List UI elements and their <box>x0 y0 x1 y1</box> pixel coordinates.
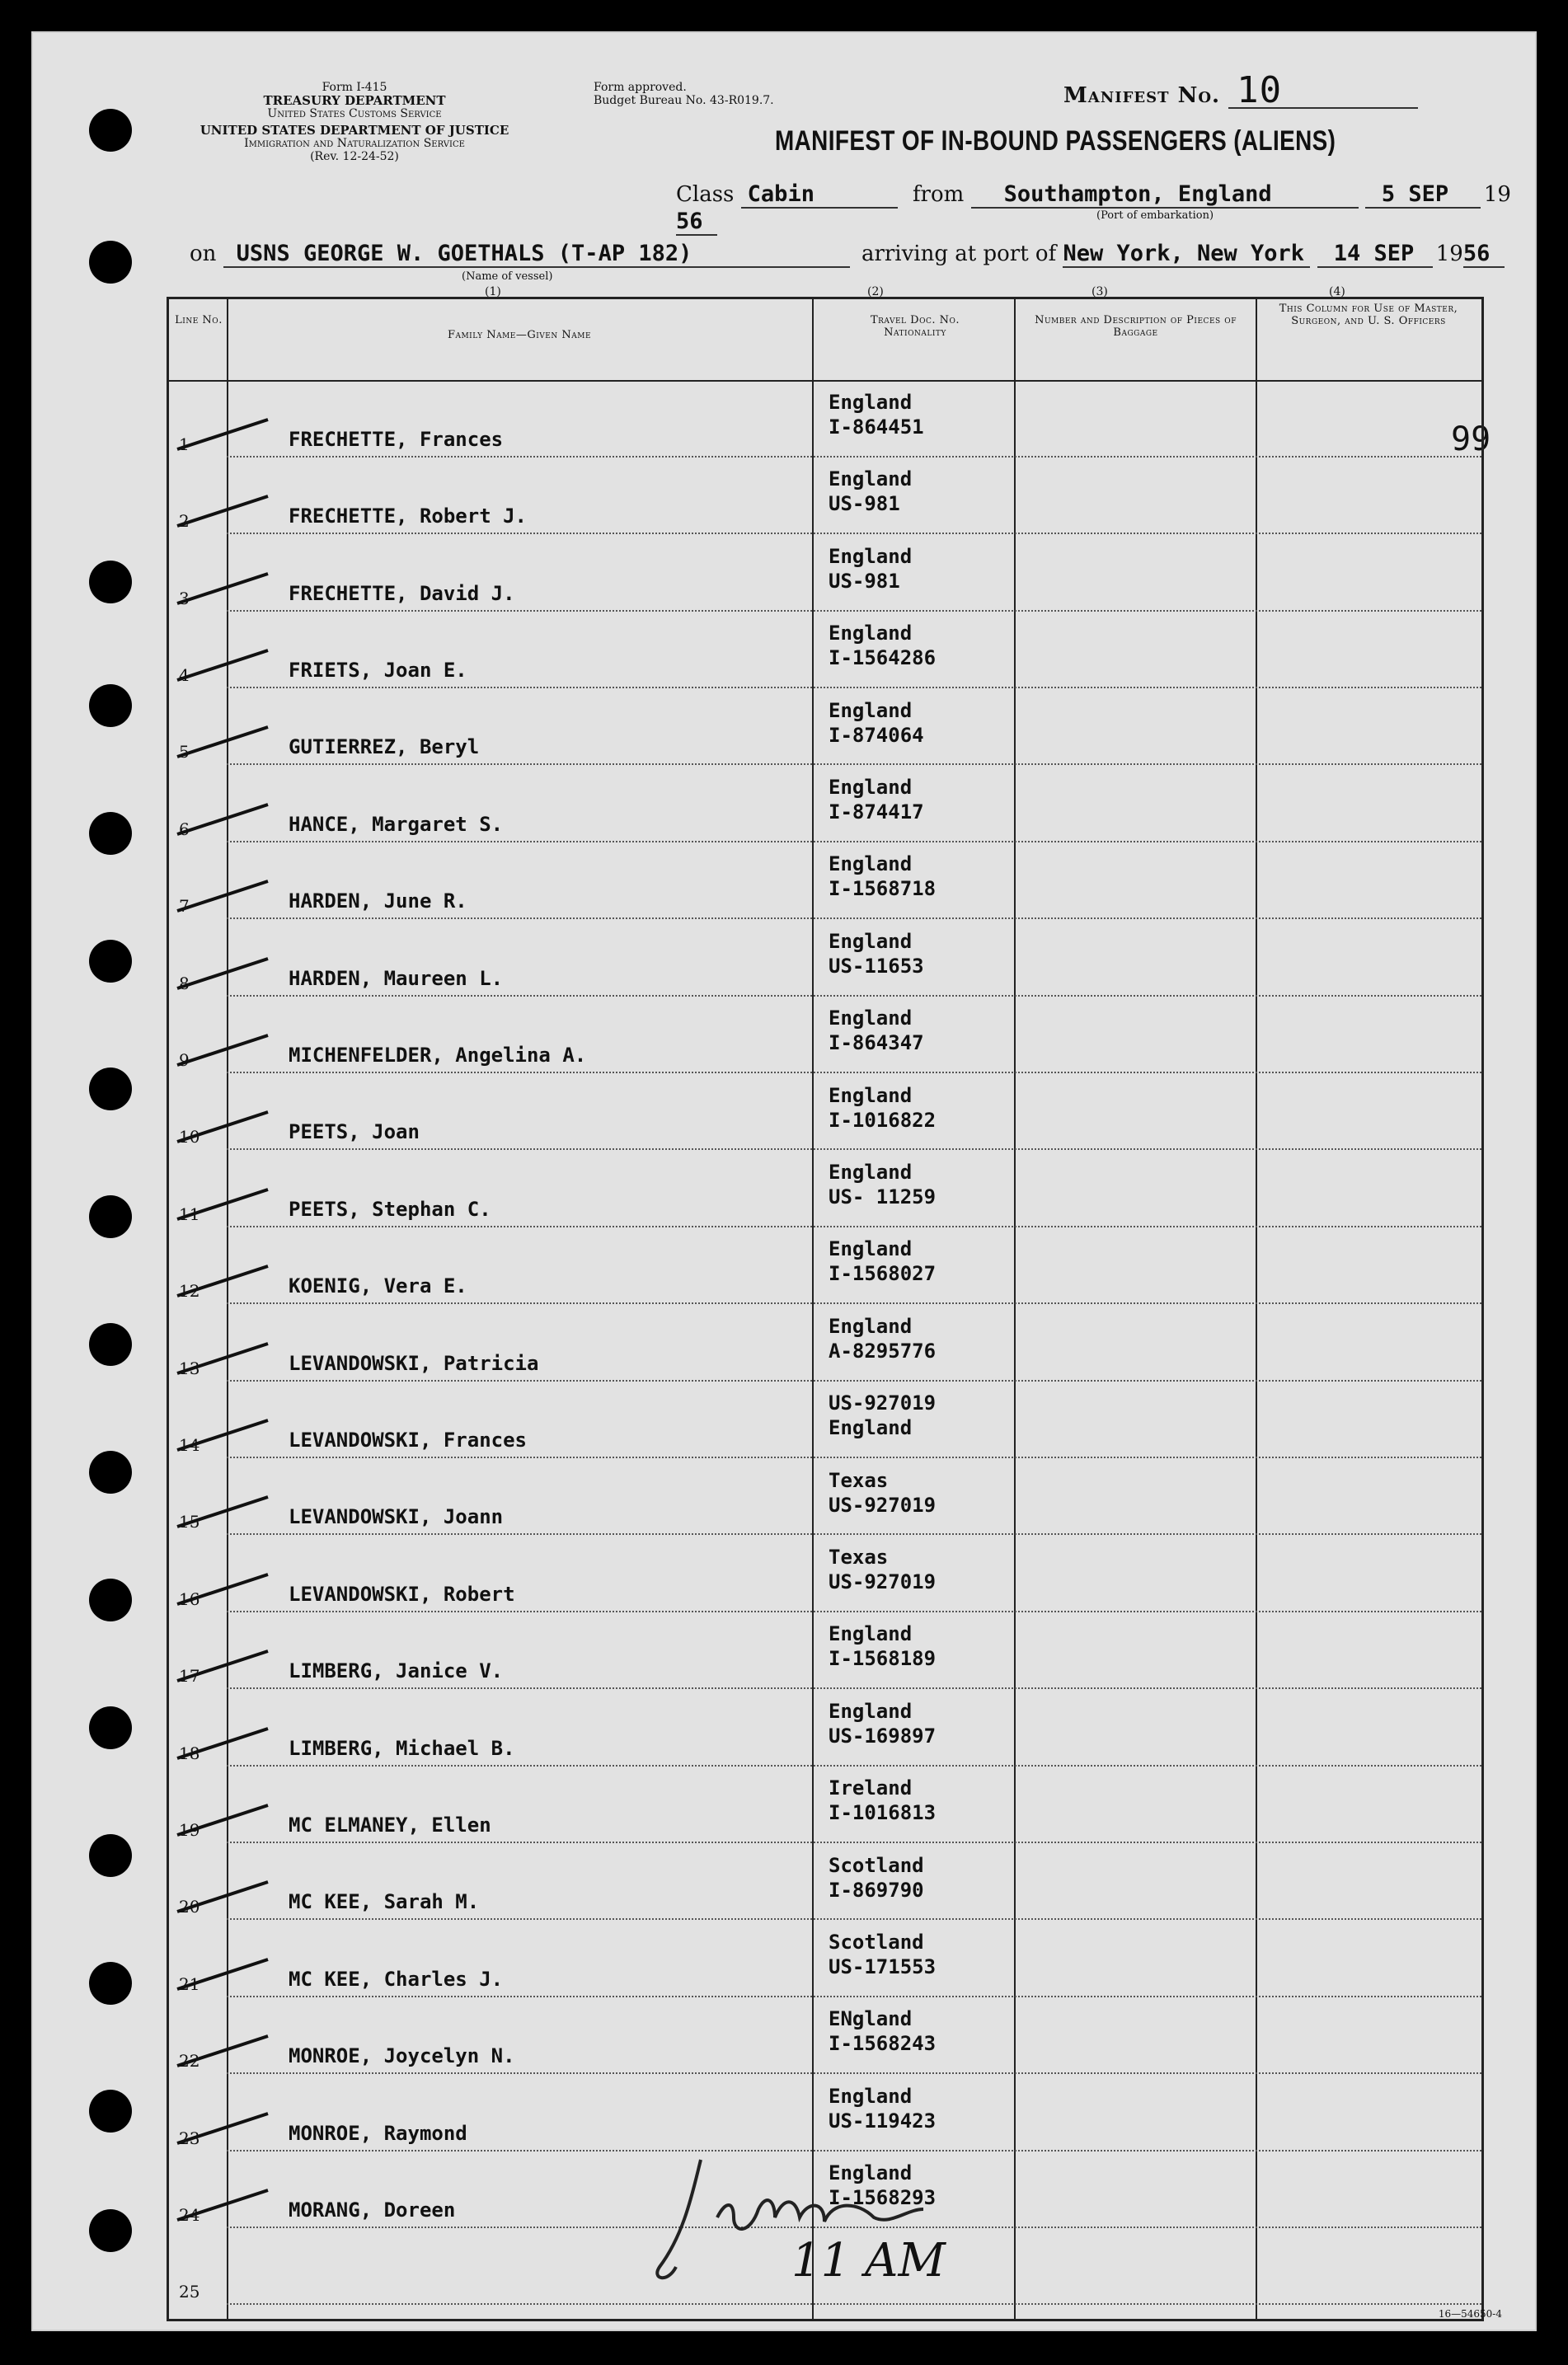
travel-doc <box>829 929 924 978</box>
travel-doc <box>829 698 924 748</box>
passenger-row <box>169 1998 1481 2074</box>
passenger-row <box>169 1537 1481 1612</box>
nationality: England <box>829 2084 913 2108</box>
arrive-year-prefix: 19 <box>1435 242 1463 266</box>
check-mark-icon <box>169 1956 276 1992</box>
passenger-name: LEVANDOWSKI, Patricia <box>289 1351 539 1375</box>
doc-number: I-1568718 <box>829 877 937 901</box>
check-mark-icon <box>169 1494 276 1530</box>
nationality: ENgland <box>829 2007 913 2031</box>
form-revision: (Rev. 12-24-52) <box>310 150 399 163</box>
passenger-name: PEETS, Stephan C. <box>289 1197 491 1221</box>
passenger-row <box>169 612 1481 688</box>
punch-hole <box>89 1068 132 1110</box>
passenger-name: FRECHETTE, Robert J. <box>289 504 527 528</box>
travel-doc <box>829 1699 936 1748</box>
passenger-name: PEETS, Joan <box>289 1120 420 1144</box>
doc-number: US-171553 <box>829 1955 937 1978</box>
doc-number: I-864347 <box>829 1031 924 1055</box>
row-rule <box>227 2303 1481 2305</box>
row-rule <box>227 456 1481 458</box>
check-mark-icon <box>169 2187 276 2223</box>
travel-doc <box>829 1236 936 1286</box>
doc-number: I-1016813 <box>829 1801 937 1825</box>
row-rule <box>227 1996 1481 1997</box>
form-number: Form I-415 <box>322 81 387 94</box>
header-officers: This Column for Use of Master, Surgeon, and U. S. Officers <box>1279 303 1458 327</box>
punch-hole <box>89 684 132 727</box>
check-mark-icon <box>169 1417 276 1453</box>
line-number: 7 <box>179 896 190 917</box>
line-number: 22 <box>179 2051 200 2072</box>
passenger-row <box>169 1460 1481 1536</box>
passenger-name: MORANG, Doreen <box>289 2198 456 2222</box>
row-rule <box>227 533 1481 534</box>
check-mark-icon <box>169 1571 276 1607</box>
form-header <box>148 81 561 163</box>
doc-number: US-11653 <box>829 954 924 978</box>
row-rule <box>227 1457 1481 1458</box>
travel-doc <box>829 1776 936 1825</box>
line-number: 18 <box>179 1743 200 1763</box>
check-mark-icon <box>169 1186 276 1222</box>
check-mark-icon <box>169 1879 276 1915</box>
arrive-date: 14 SEP <box>1317 241 1433 268</box>
row-rule <box>227 1918 1481 1920</box>
doc-number: US-169897 <box>829 1724 937 1748</box>
row-rule <box>227 1842 1481 1843</box>
passenger-name: KOENIG, Vera E. <box>289 1274 467 1298</box>
nationality: England <box>829 929 913 953</box>
row-rule <box>227 1226 1481 1227</box>
ins-service: Immigration and Naturalization Service <box>244 137 465 150</box>
form-approved: Form approved. <box>594 81 687 94</box>
travel-doc <box>829 2084 936 2133</box>
passenger-name: MC ELMANEY, Ellen <box>289 1813 491 1837</box>
passenger-name: MICHENFELDER, Angelina A. <box>289 1043 587 1067</box>
doc-number: I-1568243 <box>829 2032 937 2056</box>
passenger-row <box>169 997 1481 1073</box>
passenger-name: LEVANDOWSKI, Robert <box>289 1582 515 1606</box>
manifest-number-label: Manifest No. <box>1063 83 1221 108</box>
passenger-row <box>169 1382 1481 1458</box>
doc-number: US-927019 <box>829 1570 937 1593</box>
punch-hole <box>89 1579 132 1621</box>
row-rule <box>227 917 1481 919</box>
doc-number: England <box>829 1416 913 1440</box>
passenger-row <box>169 843 1481 919</box>
check-mark-icon <box>169 1802 276 1838</box>
doc-number: I-1568027 <box>829 1262 937 1286</box>
travel-doc <box>829 1621 936 1671</box>
punch-hole <box>89 1962 132 2005</box>
passenger-row <box>169 1613 1481 1689</box>
doc-number: I-1568189 <box>829 1647 937 1671</box>
doc-number: A-8295776 <box>829 1339 937 1363</box>
punch-hole <box>89 2209 132 2252</box>
check-mark-icon <box>169 878 276 917</box>
passenger-name: GUTIERREZ, Beryl <box>289 735 480 759</box>
passenger-row <box>169 767 1481 842</box>
travel-doc <box>829 621 936 670</box>
arrival-port: New York, New York <box>1063 241 1310 268</box>
passenger-row <box>169 458 1481 534</box>
check-mark-icon <box>169 1032 276 1068</box>
header-name: Family Name—Given Name <box>447 329 592 341</box>
check-mark-icon <box>169 1263 276 1302</box>
passenger-name: MC KEE, Sarah M. <box>289 1890 480 1914</box>
passenger-row <box>169 1306 1481 1382</box>
class-label: Class <box>676 182 735 207</box>
justice-dept: UNITED STATES DEPARTMENT OF JUSTICE <box>200 123 509 138</box>
punch-hole <box>89 1195 132 1238</box>
line-number: 1 <box>179 434 190 454</box>
passenger-name: MONROE, Raymond <box>289 2121 467 2145</box>
nationality: England <box>829 1622 913 1646</box>
nationality: England <box>829 544 913 568</box>
row-rule <box>227 1533 1481 1535</box>
line-number: 11 <box>179 1204 200 1224</box>
line-number: 14 <box>179 1434 200 1455</box>
travel-doc <box>829 2006 936 2056</box>
travel-doc <box>829 544 912 594</box>
depart-date: 5 SEP <box>1365 181 1481 209</box>
row-rule <box>227 1765 1481 1767</box>
line-number: 15 <box>179 1512 200 1532</box>
passenger-row <box>169 382 1481 458</box>
travel-doc <box>829 1853 924 1903</box>
nationality: England <box>829 467 913 491</box>
punch-hole <box>89 2090 132 2133</box>
nationality: England <box>829 2161 913 2185</box>
passenger-name: LIMBERG, Michael B. <box>289 1736 515 1760</box>
vessel-line <box>190 241 1505 268</box>
doc-number: I-874417 <box>829 800 924 824</box>
col-number-4: (4) <box>1329 285 1345 298</box>
line-number: 23 <box>179 2128 200 2148</box>
travel-doc <box>829 1468 936 1518</box>
passenger-name: FRECHETTE, David J. <box>289 581 515 605</box>
check-mark-icon <box>169 1340 276 1377</box>
doc-number: I-874064 <box>829 723 924 747</box>
row-rule <box>227 1687 1481 1689</box>
row-rule <box>227 841 1481 842</box>
passenger-name: LIMBERG, Janice V. <box>289 1659 504 1683</box>
line-number: 16 <box>179 1588 200 1609</box>
nationality: Scotland <box>829 1931 924 1954</box>
class-value: Cabin <box>741 181 898 209</box>
form-approval <box>594 81 774 107</box>
arrive-year: 56 <box>1463 241 1505 268</box>
check-mark-icon <box>169 801 276 838</box>
nationality: England <box>829 1083 913 1107</box>
embark-caption: (Port of embarkation) <box>1096 209 1214 222</box>
line-number: 24 <box>179 2204 200 2225</box>
col-number-1: (1) <box>485 285 501 298</box>
passenger-row <box>169 1767 1481 1843</box>
doc-number: US-927019 <box>829 1493 937 1517</box>
punch-hole <box>89 1323 132 1366</box>
nationality: England <box>829 1699 913 1723</box>
check-mark-icon <box>169 2110 276 2147</box>
header-line-no: Line No. <box>175 314 223 326</box>
vessel-caption: (Name of vessel) <box>462 270 553 283</box>
row-rule <box>227 1302 1481 1304</box>
punch-hole <box>89 812 132 855</box>
passenger-name: HARDEN, June R. <box>289 889 467 913</box>
doc-number: US- 11259 <box>829 1185 937 1208</box>
line-number: 12 <box>179 1281 200 1302</box>
depart-year: 56 <box>676 209 717 236</box>
manifest-title: MANIFEST OF IN-BOUND PASSENGERS (ALIENS) <box>775 125 1336 157</box>
punch-hole <box>89 1451 132 1494</box>
line-number: 6 <box>179 819 190 839</box>
passenger-name: FRECHETTE, Frances <box>289 427 504 451</box>
line-number: 17 <box>179 1666 200 1687</box>
passenger-row <box>169 1691 1481 1767</box>
depart-year-prefix: 19 <box>1483 182 1511 207</box>
passenger-name: LEVANDOWSKI, Frances <box>289 1428 527 1452</box>
from-label: from <box>912 182 965 207</box>
passenger-row <box>169 1152 1481 1227</box>
header-baggage: Number and Description of Pieces of Baggage <box>1035 314 1237 339</box>
passenger-row <box>169 1228 1481 1304</box>
line-number: 2 <box>179 511 190 532</box>
line-number: 21 <box>179 1973 200 1994</box>
nationality: England <box>829 1007 913 1030</box>
line-number: 4 <box>179 664 190 685</box>
check-mark-icon <box>169 416 276 453</box>
travel-doc <box>829 1930 936 1979</box>
travel-doc <box>829 775 924 824</box>
passenger-row <box>169 1922 1481 1997</box>
punch-hole <box>89 1706 132 1749</box>
travel-doc <box>829 1391 936 1440</box>
col-number-3: (3) <box>1091 285 1108 298</box>
line-number: 13 <box>179 1358 200 1378</box>
manifest-page <box>31 31 1537 2331</box>
line-number: 5 <box>179 742 190 763</box>
passenger-row <box>169 921 1481 997</box>
punch-hole <box>89 561 132 603</box>
class-line <box>676 181 1535 236</box>
passenger-row <box>169 1075 1481 1151</box>
nationality: England <box>829 1237 913 1261</box>
officer-stamp: 99 <box>1451 420 1491 458</box>
manifest-number-value: 10 <box>1228 74 1418 109</box>
nationality: England <box>829 1161 913 1184</box>
line-number: 3 <box>179 588 190 608</box>
nationality: England <box>829 622 913 645</box>
passenger-name: HANCE, Margaret S. <box>289 812 504 836</box>
passenger-row <box>169 536 1481 612</box>
check-mark-icon <box>169 493 276 532</box>
nationality: England <box>829 698 913 722</box>
check-mark-icon <box>169 1648 276 1687</box>
row-rule <box>227 2072 1481 2074</box>
doc-number: I-864451 <box>829 415 924 439</box>
budget-bureau: Budget Bureau No. 43-R019.7. <box>594 94 774 107</box>
row-rule <box>227 1148 1481 1150</box>
passenger-name: MONROE, Joycelyn N. <box>289 2044 515 2068</box>
doc-number: US-119423 <box>829 2109 937 2133</box>
row-rule <box>227 1380 1481 1382</box>
passenger-name: FRIETS, Joan E. <box>289 658 467 682</box>
passenger-name: HARDEN, Maureen L. <box>289 966 504 990</box>
vessel-name: USNS GEORGE W. GOETHALS (T-AP 182) <box>223 241 850 268</box>
line-number: 8 <box>179 973 190 993</box>
row-rule <box>227 610 1481 612</box>
check-mark-icon <box>169 647 276 683</box>
travel-doc <box>829 1083 936 1133</box>
line-number: 19 <box>179 1819 200 1840</box>
nationality: Scotland <box>829 1853 924 1877</box>
customs-service: United States Customs Service <box>267 107 442 120</box>
on-label: on <box>190 242 217 266</box>
treasury-dept: TREASURY DEPARTMENT <box>263 93 446 108</box>
travel-doc <box>829 1314 936 1363</box>
time-note: 11 AM <box>791 2234 946 2288</box>
line-number: 10 <box>179 1127 200 1147</box>
passenger-row <box>169 690 1481 766</box>
embark-port: Southampton, England <box>971 181 1359 209</box>
nationality: Texas <box>829 1468 889 1492</box>
doc-number: I-1568293 <box>829 2186 937 2210</box>
check-mark-icon <box>169 724 276 763</box>
footer-code: 16—54650-4 <box>1438 2308 1502 2320</box>
check-mark-icon <box>169 955 276 992</box>
travel-doc <box>829 1006 924 1055</box>
passenger-name: MC KEE, Charles J. <box>289 1967 504 1991</box>
col-number-2: (2) <box>867 285 884 298</box>
travel-doc <box>829 1160 936 1209</box>
passenger-table <box>167 297 1484 2321</box>
travel-doc <box>829 467 912 516</box>
punch-hole <box>89 940 132 983</box>
row-rule <box>227 763 1481 765</box>
punch-hole <box>89 1834 132 1877</box>
row-rule <box>227 995 1481 997</box>
doc-number: US-981 <box>829 569 900 593</box>
passenger-row <box>169 2076 1481 2151</box>
doc-number: I-1564286 <box>829 646 937 670</box>
arriving-label: arriving at port of <box>861 242 1057 266</box>
nationality: Texas <box>829 1546 889 1569</box>
doc-number: I-869790 <box>829 1878 924 1902</box>
travel-doc <box>829 390 924 439</box>
nationality: England <box>829 852 913 876</box>
check-mark-icon <box>169 2033 276 2072</box>
row-rule <box>227 1072 1481 1073</box>
punch-hole <box>89 241 132 284</box>
nationality: US-927019 <box>829 1391 937 1415</box>
nationality: Ireland <box>829 1776 913 1800</box>
line-number: 20 <box>179 1897 200 1917</box>
line-number: 25 <box>179 2282 200 2302</box>
line-number: 9 <box>179 1049 190 1070</box>
row-rule <box>227 687 1481 688</box>
passenger-name: LEVANDOWSKI, Joann <box>289 1505 504 1529</box>
doc-number: US-981 <box>829 492 900 516</box>
nationality: England <box>829 1314 913 1338</box>
nationality: England <box>829 391 913 414</box>
travel-doc <box>829 852 936 901</box>
header-doc: Travel Doc. No. Nationality <box>870 314 960 339</box>
check-mark-icon <box>169 1109 276 1145</box>
row-rule <box>227 1611 1481 1612</box>
nationality: England <box>829 776 913 799</box>
check-mark-icon <box>169 570 276 607</box>
check-mark-icon <box>169 1725 276 1762</box>
travel-doc <box>829 1545 936 1594</box>
doc-number: I-1016822 <box>829 1108 937 1132</box>
manifest-number-field <box>1063 69 1418 111</box>
punch-hole <box>89 109 132 152</box>
passenger-row <box>169 1845 1481 1921</box>
